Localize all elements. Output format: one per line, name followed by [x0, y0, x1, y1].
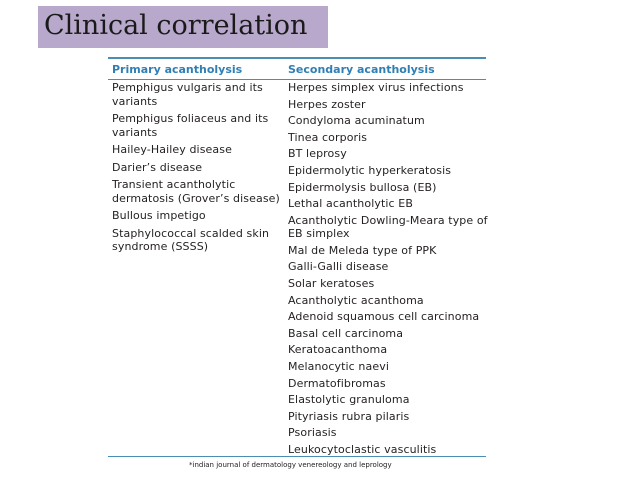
list-item: Hailey-Hailey disease: [112, 143, 232, 156]
secondary-acantholysis-list: [288, 81, 488, 460]
list-item: Acantholytic Dowling-Meara type of EB simplex: [288, 213, 488, 241]
slide-title: Clinical correlation: [44, 10, 308, 41]
list-item: Transient acantholytic dermatosis (Grover’s disease): [112, 178, 280, 205]
table-top-rule: [108, 57, 486, 59]
list-item: Herpes zoster: [288, 97, 366, 111]
list-item: Pemphigus foliaceus and its variants: [112, 112, 269, 139]
list-item: Tinea corporis: [288, 130, 368, 144]
list-item: Dermatofibromas: [288, 376, 386, 390]
primary-acantholysis-list: [112, 81, 280, 258]
list-item: Herpes simplex virus infections: [288, 81, 464, 94]
list-item: Psoriasis: [288, 426, 337, 440]
list-item: Lethal acantholytic EB: [288, 197, 413, 211]
list-item: Epidermolytic hyperkeratosis: [288, 163, 452, 177]
list-item: Epidermolysis bullosa (EB): [288, 180, 437, 194]
list-item: Leukocytoclastic vasculitis: [288, 442, 437, 456]
list-item: Mal de Meleda type of PPK: [288, 243, 437, 257]
list-item: BT leprosy: [288, 147, 347, 161]
slide-title-box: [38, 6, 328, 48]
list-item: Melanocytic naevi: [288, 360, 389, 373]
table-header-rule: [108, 79, 486, 80]
list-item: Galli-Galli disease: [288, 260, 389, 274]
list-item: Elastolytic granuloma: [288, 393, 410, 407]
list-item: Condyloma acuminatum: [288, 114, 425, 128]
list-item: Acantholytic acanthoma: [288, 293, 424, 307]
list-item: Basal cell carcinoma: [288, 326, 404, 340]
list-item: Pemphigus vulgaris and its variants: [112, 81, 263, 108]
list-item: Bullous impetigo: [112, 209, 206, 222]
list-item: Darier’s disease: [112, 160, 203, 174]
table-bottom-rule: [108, 456, 486, 457]
header-primary-acantholysis: Primary acantholysis: [112, 63, 243, 76]
list-item: Adenoid squamous cell carcinoma: [288, 310, 480, 324]
list-item: Solar keratoses: [288, 277, 375, 291]
source-footnote: *indian journal of dermatology venereology and leprology: [189, 461, 392, 469]
list-item: Pityriasis rubra pilaris: [288, 409, 410, 423]
list-item: Staphylococcal scalded skin syndrome (SSSS): [112, 226, 270, 253]
list-item: Keratoacanthoma: [288, 343, 388, 357]
header-secondary-acantholysis: Secondary acantholysis: [288, 63, 435, 76]
